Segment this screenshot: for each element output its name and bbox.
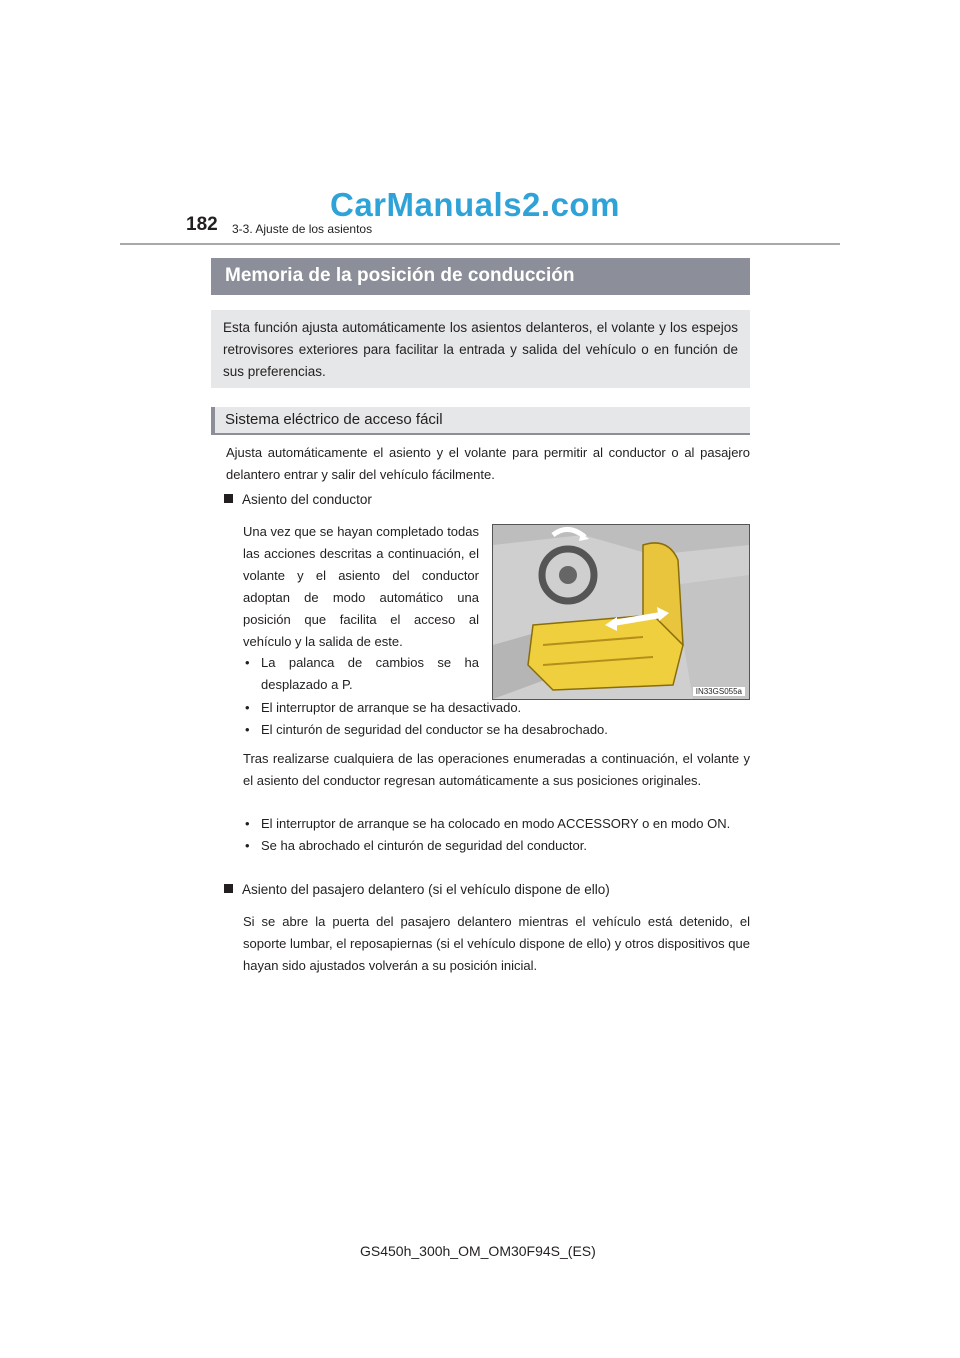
seat-illustration — [492, 524, 750, 700]
return-paragraph: Tras realizarse cualquiera de las operaciones enumeradas a continuación, el volante y el asiento del conductor regresan automáticamente a sus posiciones originales. — [243, 751, 750, 788]
square-bullet-icon — [224, 884, 233, 893]
square-bullet-icon — [224, 494, 233, 503]
intro-box: Esta función ajusta automáticamente los asientos delanteros, el volante y los espejos retrovisores exteriores para facilitar la entrada y salida del vehículo o en función de sus preferencias. — [211, 310, 750, 388]
list-item: • La palanca de cambios se ha desplazado a P. — [245, 655, 479, 692]
seat-drawing — [493, 525, 749, 699]
driver-seat-heading: Asiento del conductor — [224, 492, 372, 507]
bullet-list-b — [243, 813, 750, 857]
document-code: GS450h_300h_OM_OM30F94S_(ES) — [360, 1243, 596, 1259]
list-item: • Se ha abrochado el cinturón de seguridad del conductor. — [245, 838, 587, 853]
list-item: • El cinturón de seguridad del conductor se ha desabrochado. — [245, 722, 608, 737]
list-item: • El interruptor de arranque se ha desactivado. — [245, 700, 522, 715]
section-title: Memoria de la posición de conducción — [211, 258, 750, 295]
list-item: • El interruptor de arranque se ha colocado en modo ACCESSORY o en modo ON. — [245, 816, 731, 831]
driver-seat-paragraph: Una vez que se hayan completado todas las acciones descritas a continuación, el volante y el asiento del conductor adoptan de modo automático una posición que facilita el acceso al vehículo y la salida de este. — [243, 524, 479, 649]
header-divider — [120, 243, 840, 245]
page-number: 182 — [186, 214, 218, 235]
section-reference: 3-3. Ajuste de los asientos — [232, 222, 373, 236]
figure-code: IN33GS055a — [693, 687, 745, 696]
watermark: CarManuals2.com — [330, 186, 620, 223]
bullet-list-a — [243, 697, 750, 741]
passenger-seat-heading: Asiento del pasajero delantero (si el vehículo dispone de ello) — [224, 882, 610, 897]
subsection-title: Sistema eléctrico de acceso fácil — [211, 407, 750, 435]
paragraph-intro: Ajusta automáticamente el asiento y el volante para permitir al conductor o al pasajero delantero entrar y salir del vehículo fácilmente. — [226, 445, 750, 482]
passenger-seat-paragraph: Si se abre la puerta del pasajero delantero mientras el vehículo está detenido, el soporte lumbar, el reposapiernas (si el vehículo dispone de ello) y otros dispositivos que hayan sido ajustados volverán a su posición inicial. — [243, 914, 750, 973]
